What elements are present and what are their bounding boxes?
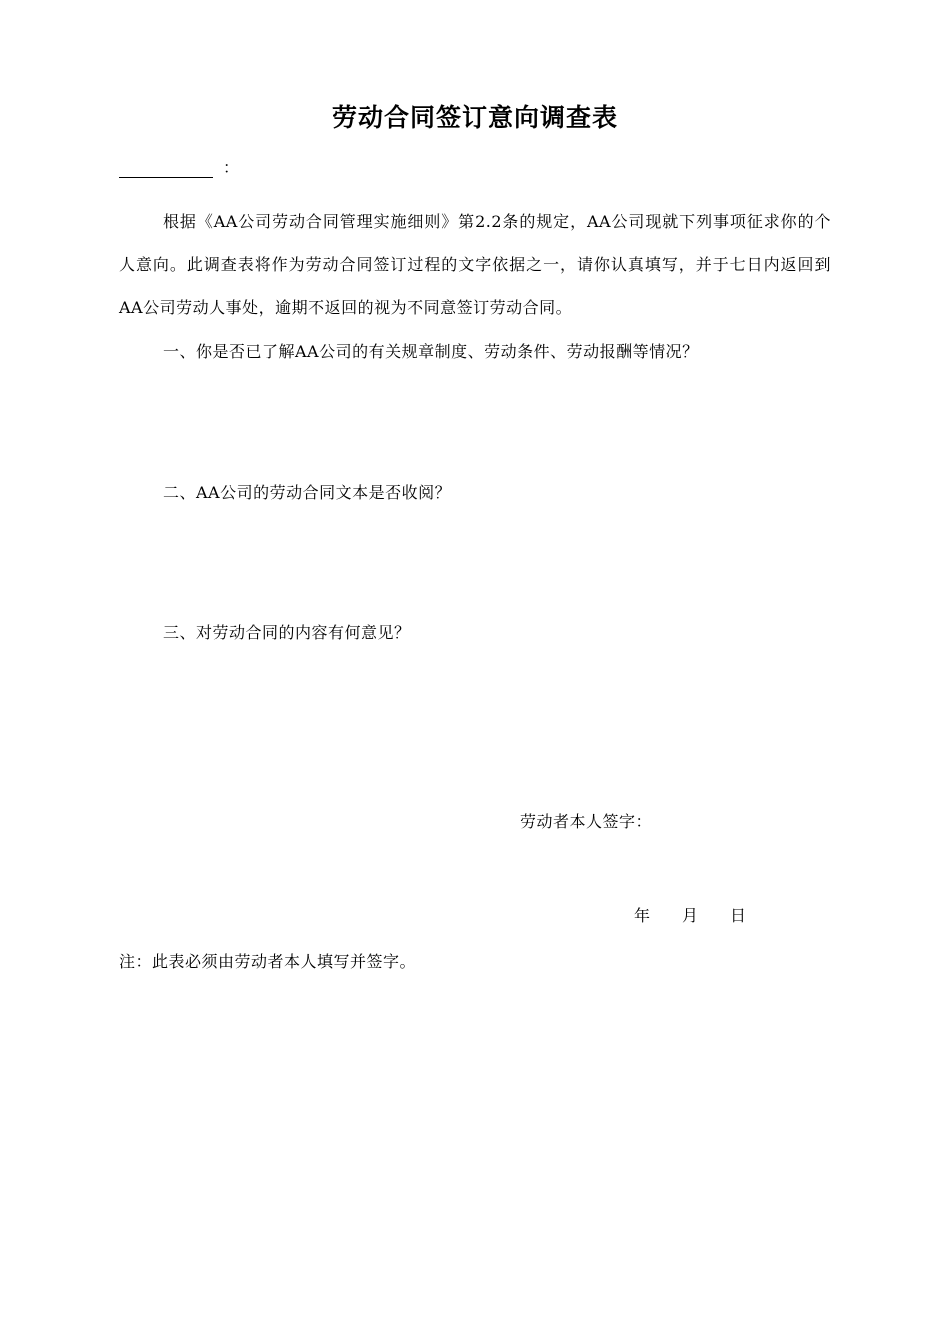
question-3: 三、对劳动合同的内容有何意见？ bbox=[163, 623, 411, 642]
date-day-label: 日 bbox=[730, 906, 747, 925]
document-title: 劳动合同签订意向调查表 bbox=[331, 103, 618, 132]
salutation-line bbox=[119, 155, 239, 178]
recipient-name-blank[interactable] bbox=[119, 159, 213, 178]
date-month-label: 月 bbox=[682, 906, 699, 925]
salutation-colon: ： bbox=[223, 158, 240, 177]
footnote: 注：此表必须由劳动者本人填写并签字。 bbox=[119, 952, 417, 971]
question-2: 二、AA公司的劳动合同文本是否收阅？ bbox=[163, 483, 452, 502]
question-1: 一、你是否已了解AA公司的有关规章制度、劳动条件、劳动报酬等情况？ bbox=[163, 342, 699, 361]
date-year-label: 年 bbox=[634, 906, 651, 925]
signature-label: 劳动者本人签字： bbox=[520, 812, 653, 831]
intro-paragraph: 根据《AA公司劳动合同管理实施细则》第2.2条的规定，AA公司现就下列事项征求你的个人意向。此调查表将作为劳动合同签订过程的文字依据之一，请你认真填写，并于七日内返回到AA公司劳动人事处，逾期不返回的视为不同意签订劳动合同。 bbox=[119, 212, 831, 317]
